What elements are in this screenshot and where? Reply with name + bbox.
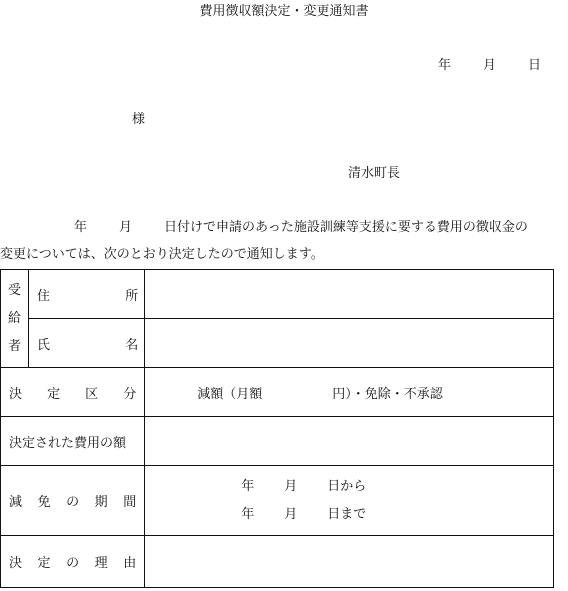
month-label: 月 [483, 58, 497, 73]
year-label: 年 [438, 58, 452, 73]
address-label: 住 所 [29, 270, 145, 319]
decision-category-value[interactable]: 減額（月額 円）・免除・不承認 [145, 368, 554, 417]
body-text-line-2: 変更については、次のとおり決定したので通知します。 [0, 247, 324, 262]
reduction-period-label: 減 免 の 期 間 [1, 466, 145, 536]
decision-form-table [0, 269, 554, 588]
issue-date [438, 54, 541, 73]
address-field[interactable] [145, 270, 554, 319]
name-field[interactable] [145, 319, 554, 368]
decision-reason-label: 決 定 の 理 由 [1, 536, 145, 588]
decision-reason-field[interactable] [145, 536, 554, 588]
day-label: 日 [528, 58, 542, 73]
decision-category-label: 決 定 区 分 [1, 368, 145, 417]
recipient-label: 受 給 者 [1, 270, 29, 368]
addressee-suffix: 様 [132, 112, 146, 127]
reduction-period-field[interactable] [145, 466, 554, 536]
determined-amount-label: 決定された費用の額 [1, 417, 145, 466]
issuer-name: 清水町長 [348, 166, 401, 181]
document-title: 費用徴収額決定・変更通知書 [199, 4, 369, 19]
period-from: 年 月 日から [241, 478, 367, 494]
body-text-line-1: 年 月 日付けで申請のあった施設訓練等支援に要する費用の徴収金の [74, 220, 528, 235]
determined-amount-field[interactable] [145, 417, 554, 466]
period-to: 年 月 日まで [241, 506, 367, 522]
name-label: 氏 名 [29, 319, 145, 368]
